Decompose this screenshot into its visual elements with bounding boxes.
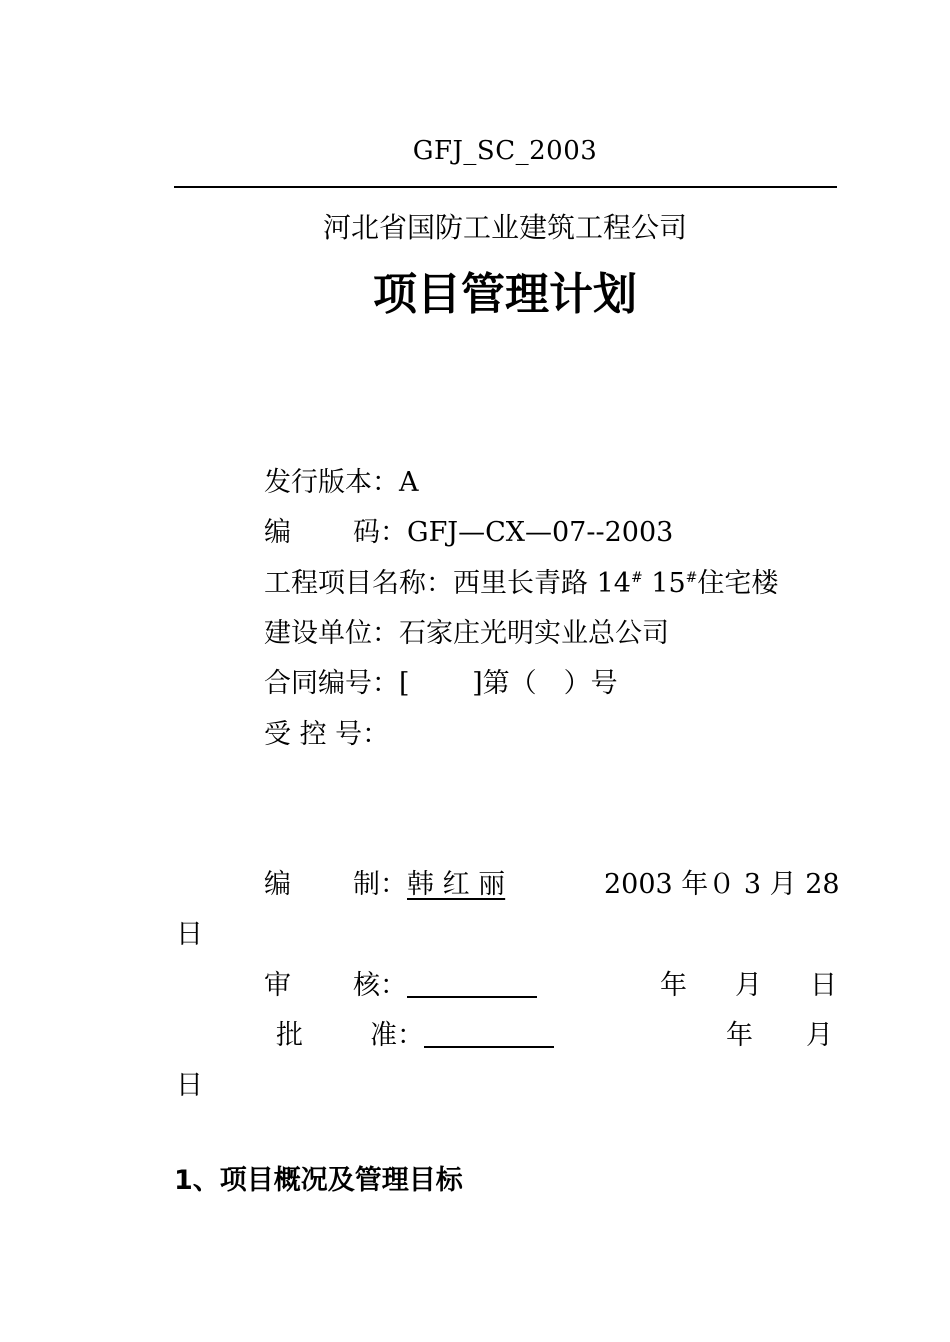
review-signature-blank xyxy=(407,970,537,998)
prepared-label-char2: 制： xyxy=(353,869,407,900)
unit-label: 建设单位： xyxy=(264,618,399,649)
approve-month: 月 xyxy=(806,1020,833,1051)
contract-label: 合同编号： xyxy=(264,668,399,699)
prepared-label-char1: 编 xyxy=(264,869,291,900)
prepared-name: 韩 红 丽 xyxy=(407,869,506,900)
review-day: 日 xyxy=(810,970,837,1001)
approve-label-char2: 准： xyxy=(370,1020,424,1051)
code-line xyxy=(264,510,291,549)
document-code: GFJ_SC_2003 xyxy=(412,136,598,166)
document-title: 项目管理计划 xyxy=(373,269,637,320)
unit-line xyxy=(264,611,669,650)
building-mark-1: # xyxy=(630,570,643,586)
prepared-day: 日 xyxy=(176,919,203,950)
approve-day: 日 xyxy=(176,1070,203,1101)
approve-line xyxy=(370,1013,554,1052)
version-value: A xyxy=(399,467,419,498)
project-label: 工程项目名称： xyxy=(264,568,453,599)
version-label: 发行版本： xyxy=(264,467,399,498)
approve-year: 年 xyxy=(726,1020,753,1051)
code-value: GFJ—CX—07--2003 xyxy=(407,517,674,548)
section-heading: 1、项目概况及管理目标 xyxy=(174,1165,463,1196)
review-line xyxy=(353,963,537,1002)
code-label-char1: 编 xyxy=(264,517,291,548)
project-value-a: 西里长青路 14 xyxy=(453,568,631,599)
review-label-char2: 核： xyxy=(353,970,407,1001)
review-month: 月 xyxy=(735,970,762,1001)
controlled-label: 受 控 号： xyxy=(264,719,390,750)
code-label-char2: 码： xyxy=(353,517,407,548)
company-name: 河北省国防工业建筑工程公司 xyxy=(322,211,687,244)
project-value-c: 住宅楼 xyxy=(697,568,779,599)
project-value-b: 15 xyxy=(642,568,686,599)
contract-value: [ ]第（ ）号 xyxy=(399,668,618,699)
project-line xyxy=(264,561,778,600)
approve-label-char1: 批 xyxy=(276,1020,303,1051)
approve-signature-blank xyxy=(424,1020,554,1048)
prepared-line xyxy=(353,862,505,901)
header-rule xyxy=(174,186,837,188)
review-label-char1: 审 xyxy=(264,970,291,1001)
unit-value: 石家庄光明实业总公司 xyxy=(399,618,669,649)
controlled-line xyxy=(264,712,389,751)
building-mark-2: # xyxy=(685,570,698,586)
code-line-value xyxy=(353,510,673,549)
contract-line xyxy=(264,661,618,700)
version-line xyxy=(264,460,419,499)
prepared-date: 2003 年０ 3 月 28 xyxy=(604,869,840,900)
review-year: 年 xyxy=(660,970,687,1001)
